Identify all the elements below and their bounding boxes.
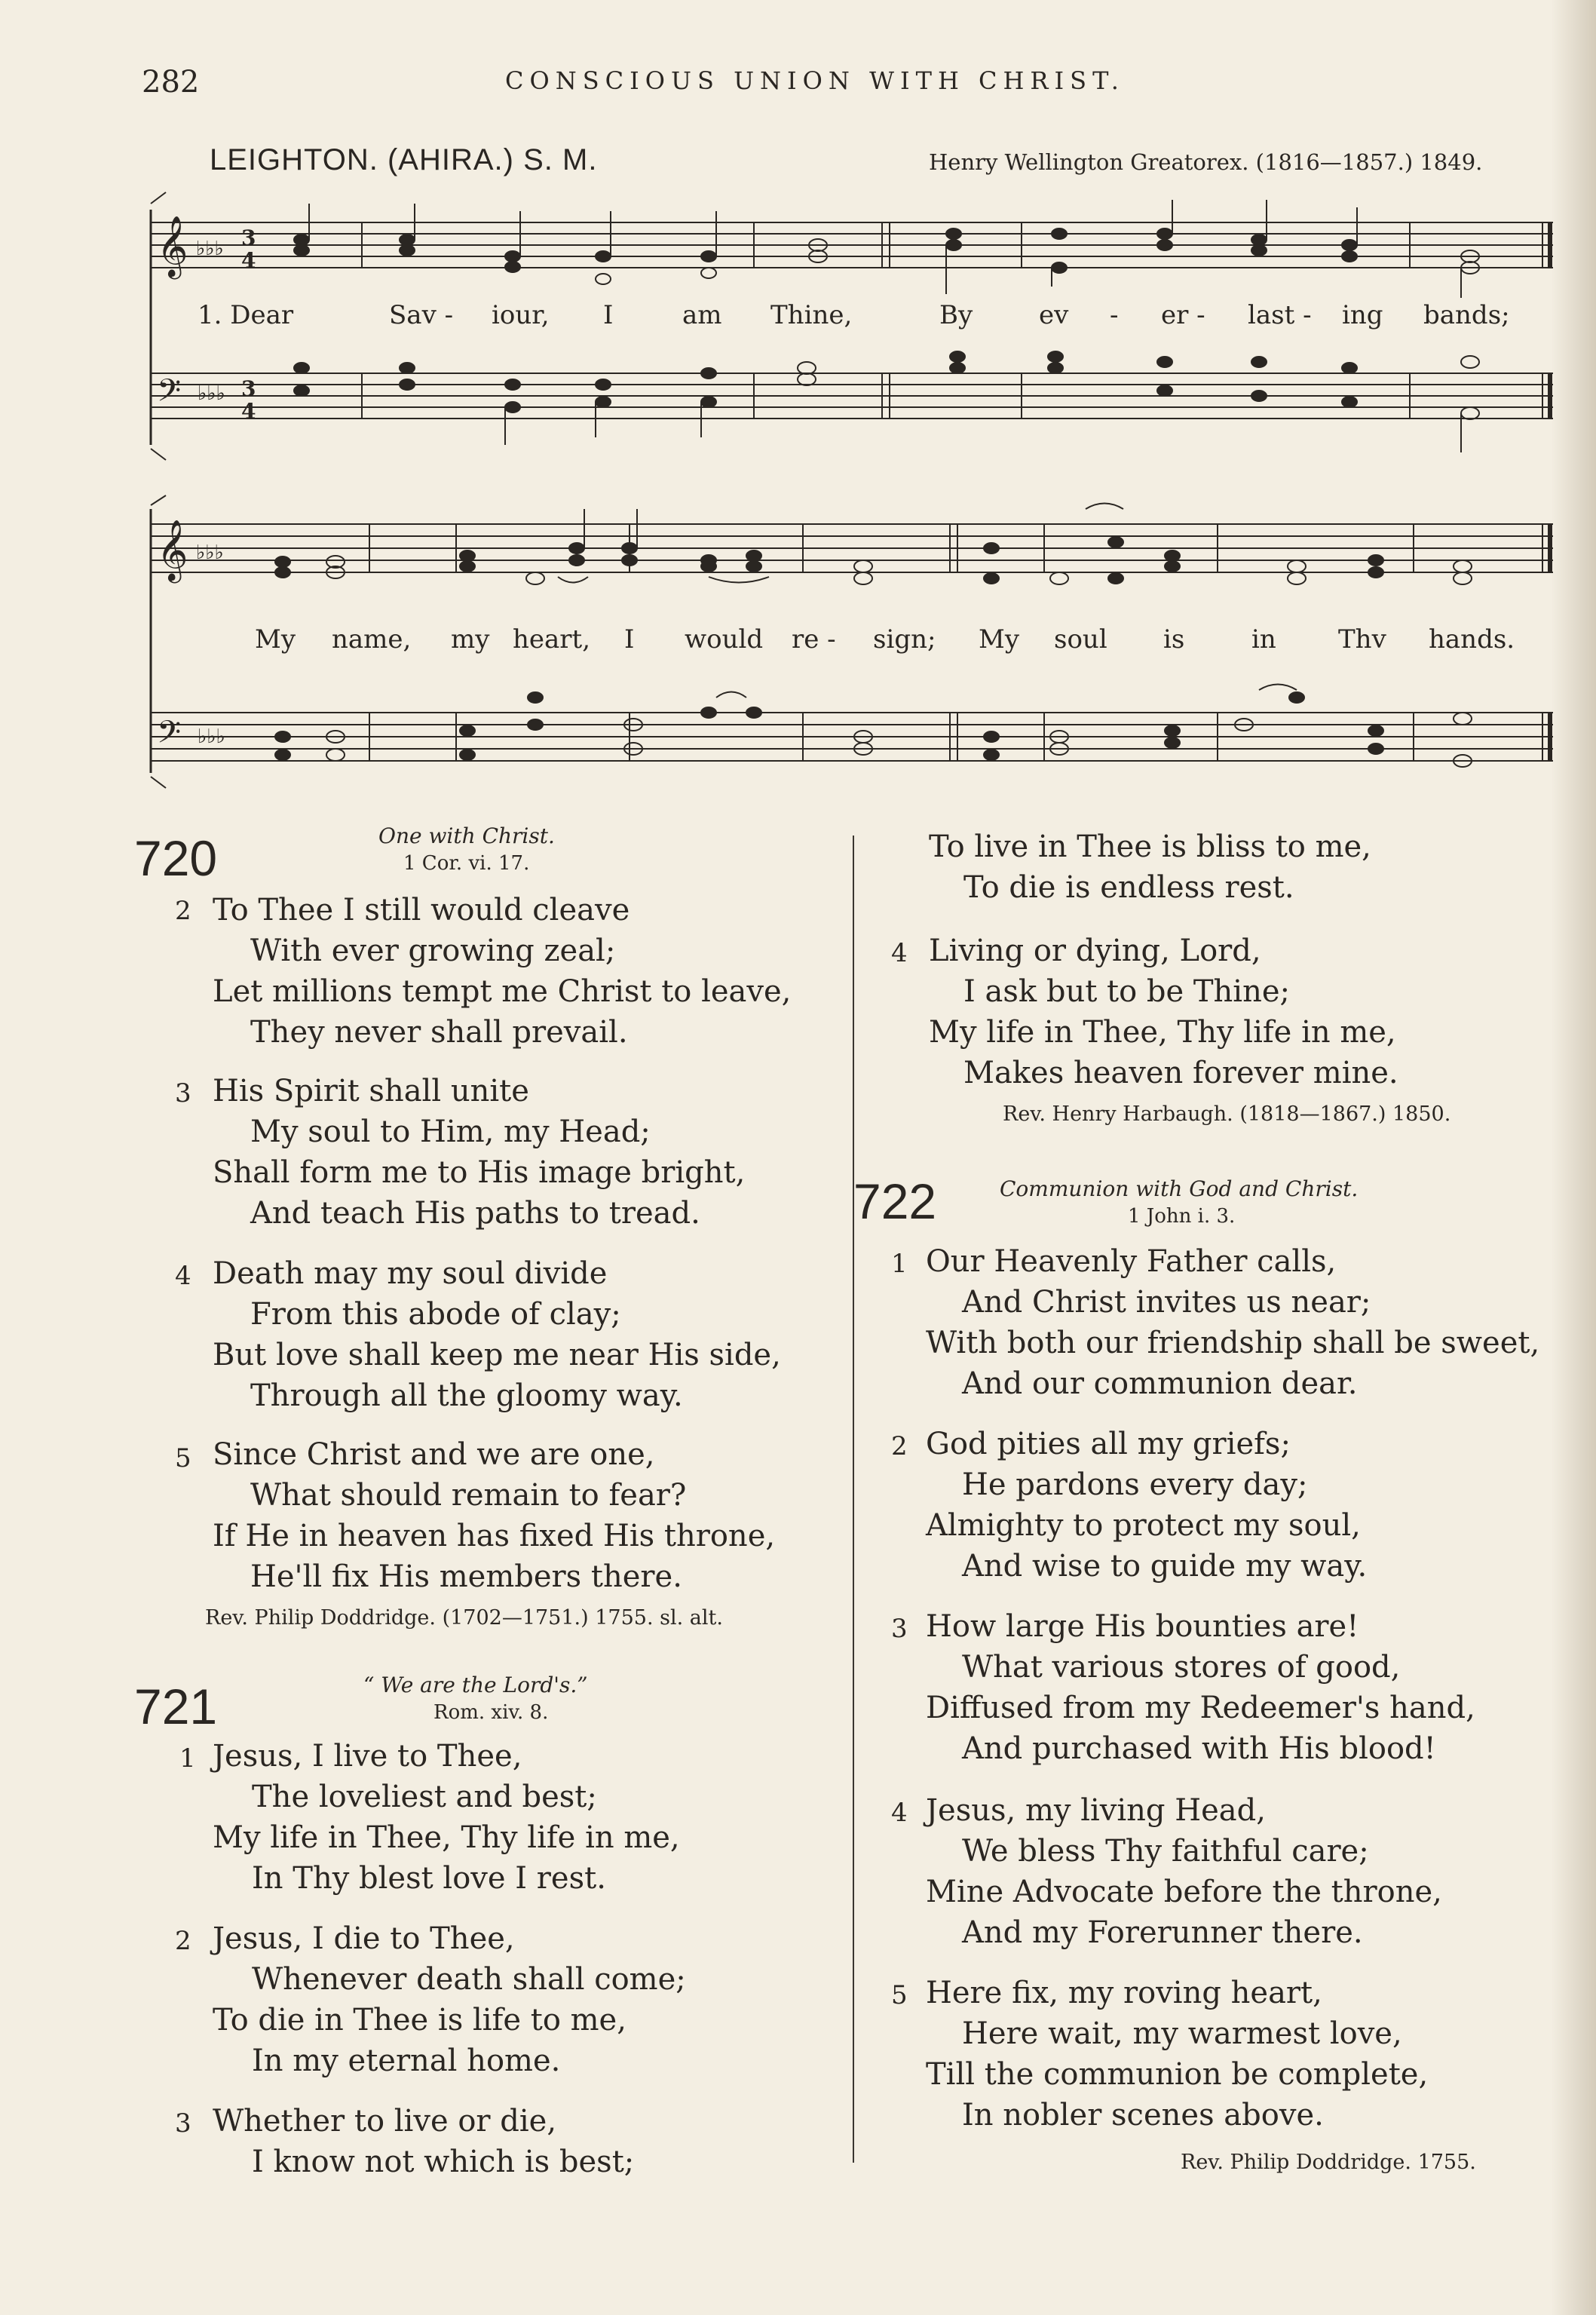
column-divider — [853, 836, 854, 2163]
svg-text:𝄞: 𝄞 — [157, 519, 188, 581]
verse-line: Through all the gloomy way. — [250, 1378, 683, 1413]
verse-line: To die in Thee is life to me, — [213, 2003, 626, 2038]
svg-text:3: 3 — [241, 376, 256, 401]
lyric-syllable: ev — [1039, 300, 1069, 330]
verse-line: In Thy blest love I rest. — [252, 1861, 606, 1896]
lyric-syllable: iour, — [492, 300, 550, 330]
hymn-subject: Communion with God and Christ. — [1000, 1176, 1359, 1201]
lyric-syllable: is — [1163, 624, 1185, 655]
verse-line: Death may my soul divide — [213, 1256, 608, 1291]
lyric-syllable: heart, — [513, 624, 591, 655]
verse-line: What should remain to fear? — [250, 1478, 687, 1513]
verse-line: To Thee I still would cleave — [213, 893, 630, 928]
verse-line: I ask but to be Thine; — [963, 974, 1291, 1009]
verse-number: 4 — [175, 1261, 191, 1291]
lyric-syllable: - — [1110, 300, 1119, 330]
verse-line: Since Christ and we are one, — [213, 1437, 655, 1472]
verse-line: Our Heavenly Father calls, — [926, 1244, 1337, 1279]
lyric-syllable: Thine, — [770, 300, 853, 330]
verse-line: Mine Advocate before the throne, — [926, 1875, 1442, 1909]
svg-text:𝄢: 𝄢 — [157, 373, 182, 416]
lyric-syllable: By — [939, 300, 973, 330]
verse-line: Here wait, my warmest love, — [962, 2016, 1402, 2051]
scripture-reference: 1 John i. 3. — [1128, 1205, 1236, 1228]
svg-text:3: 3 — [241, 225, 256, 250]
lyric-syllable: my — [451, 624, 490, 655]
author-credit: Rev. Philip Doddridge. 1755. — [1181, 2151, 1476, 2174]
lyric-syllable: bands; — [1423, 300, 1510, 330]
verse-line: He'll fix His members there. — [250, 1559, 682, 1594]
svg-text:♭♭♭: ♭♭♭ — [196, 541, 224, 564]
verse-line: To live in Thee is bliss to me, — [929, 829, 1371, 864]
page-number: 282 — [142, 65, 200, 100]
hymn-number: 721 — [134, 1679, 218, 1734]
svg-text:4: 4 — [241, 248, 256, 273]
lyric-syllable: My — [255, 624, 296, 655]
lyric-syllable: My — [979, 624, 1020, 655]
verse-line: But love shall keep me near His side, — [213, 1338, 781, 1372]
verse-line: In my eternal home. — [252, 2044, 561, 2078]
lyric-syllable: I — [624, 624, 635, 655]
verse-line: We bless Thy faithful care; — [962, 1834, 1369, 1869]
lyric-syllable: re - — [792, 624, 836, 655]
verse-line: Living or dying, Lord, — [929, 934, 1261, 968]
verse-line: In nobler scenes above. — [962, 2098, 1324, 2133]
svg-text:♭♭♭: ♭♭♭ — [198, 382, 225, 405]
verse-number: 4 — [891, 1798, 908, 1828]
verse-line: God pities all my griefs; — [926, 1427, 1291, 1461]
lyric-syllable: hands. — [1429, 624, 1515, 655]
verse-line: With both our friendship shall be sweet, — [926, 1326, 1540, 1360]
verse-line: Till the communion be complete, — [926, 2057, 1429, 2092]
svg-text:♭♭♭: ♭♭♭ — [196, 238, 224, 260]
verse-line: How large His bounties are! — [926, 1609, 1359, 1644]
verse-line: Whether to live or die, — [213, 2104, 557, 2139]
lyric-syllable: in — [1251, 624, 1276, 655]
verse-number: 2 — [891, 1431, 908, 1461]
hymn-number: 720 — [134, 830, 218, 886]
author-credit: Rev. Philip Doddridge. (1702—1751.) 1755. sl. alt. — [205, 1606, 723, 1630]
svg-text:𝄞: 𝄞 — [157, 215, 188, 277]
verse-line: Whenever death shall come; — [252, 1962, 686, 1997]
lyric-syllable: sign; — [873, 624, 936, 655]
verse-line: What various stores of good, — [962, 1650, 1401, 1685]
verse-number: 5 — [175, 1443, 191, 1473]
running-head: CONSCIOUS UNION WITH CHRIST. — [505, 66, 1125, 95]
svg-text:𝄢: 𝄢 — [157, 714, 182, 758]
verse-line: Jesus, my living Head, — [926, 1793, 1266, 1828]
verse-line: With ever growing zeal; — [250, 934, 616, 968]
scripture-reference: Rom. xiv. 8. — [433, 1701, 549, 1724]
lyric-syllable: name, — [332, 624, 412, 655]
verse-number: 1 — [891, 1249, 908, 1279]
lyric-syllable: Sav - — [389, 300, 454, 330]
verse-line: They never shall prevail. — [250, 1015, 628, 1050]
verse-line: Diffused from my Redeemer's hand, — [926, 1691, 1475, 1725]
verse-number: 2 — [175, 896, 191, 926]
verse-line: Jesus, I live to Thee, — [213, 1739, 522, 1774]
verse-line: His Spirit shall unite — [213, 1074, 529, 1108]
hymn-subject: “ We are the Lord's.” — [363, 1673, 588, 1697]
lyric-syllable: er - — [1161, 300, 1205, 330]
verse-line: I know not which is best; — [252, 2145, 635, 2179]
lyric-syllable: 1. Dear — [198, 300, 294, 330]
verse-line: From this abode of clay; — [250, 1297, 621, 1332]
lyric-syllable: ing — [1342, 300, 1383, 330]
scripture-reference: 1 Cor. vi. 17. — [403, 852, 530, 875]
verse-line: My life in Thee, Thy life in me, — [929, 1015, 1396, 1050]
verse-line: And my Forerunner there. — [962, 1915, 1363, 1950]
verse-line: Shall form me to His image bright, — [213, 1155, 746, 1190]
lyric-syllable: would — [685, 624, 764, 655]
verse-line: Makes heaven forever mine. — [963, 1056, 1398, 1090]
author-credit: Rev. Henry Harbaugh. (1818—1867.) 1850. — [1003, 1102, 1451, 1126]
verse-line: Here fix, my roving heart, — [926, 1976, 1322, 2010]
verse-line: And teach His paths to tread. — [250, 1196, 700, 1231]
verse-line: He pardons every day; — [962, 1467, 1308, 1502]
verse-line: And purchased with His blood! — [962, 1731, 1436, 1766]
lyric-syllable: I — [603, 300, 614, 330]
verse-number: 3 — [891, 1614, 908, 1644]
verse-line: Almighty to protect my soul, — [926, 1508, 1361, 1543]
tune-name: LEIGHTON. (AHIRA.) S. M. — [210, 143, 598, 176]
svg-text:♭♭♭: ♭♭♭ — [198, 725, 225, 748]
verse-line: And wise to guide my way. — [962, 1549, 1368, 1584]
verse-number: 3 — [175, 1078, 191, 1108]
verse-line: If He in heaven has fixed His throne, — [213, 1519, 776, 1553]
lyric-syllable: soul — [1054, 624, 1107, 655]
verse-line: The loveliest and best; — [252, 1780, 597, 1814]
verse-line: And Christ invites us near; — [962, 1285, 1371, 1320]
verse-line: Let millions tempt me Christ to leave, — [213, 974, 792, 1009]
svg-text:4: 4 — [241, 399, 256, 424]
verse-number: 3 — [175, 2108, 191, 2139]
verse-number: 4 — [891, 938, 908, 968]
verse-line: And our communion dear. — [962, 1366, 1358, 1401]
hymn-number: 722 — [853, 1173, 937, 1229]
lyric-syllable: Thv — [1338, 624, 1386, 655]
verse-line: Jesus, I die to Thee, — [213, 1921, 515, 1956]
verse-line: My life in Thee, Thy life in me, — [213, 1820, 680, 1855]
verse-line: My soul to Him, my Head; — [250, 1115, 651, 1149]
verse-number: 1 — [179, 1743, 196, 1774]
verse-line: To die is endless rest. — [963, 870, 1294, 905]
verse-number: 5 — [891, 1980, 908, 2010]
lyric-syllable: last - — [1248, 300, 1312, 330]
composer-credit: Henry Wellington Greatorex. (1816—1857.) 1849. — [929, 149, 1483, 175]
verse-number: 2 — [175, 1926, 191, 1956]
hymn-subject: One with Christ. — [378, 823, 555, 848]
lyric-syllable: am — [682, 300, 722, 330]
